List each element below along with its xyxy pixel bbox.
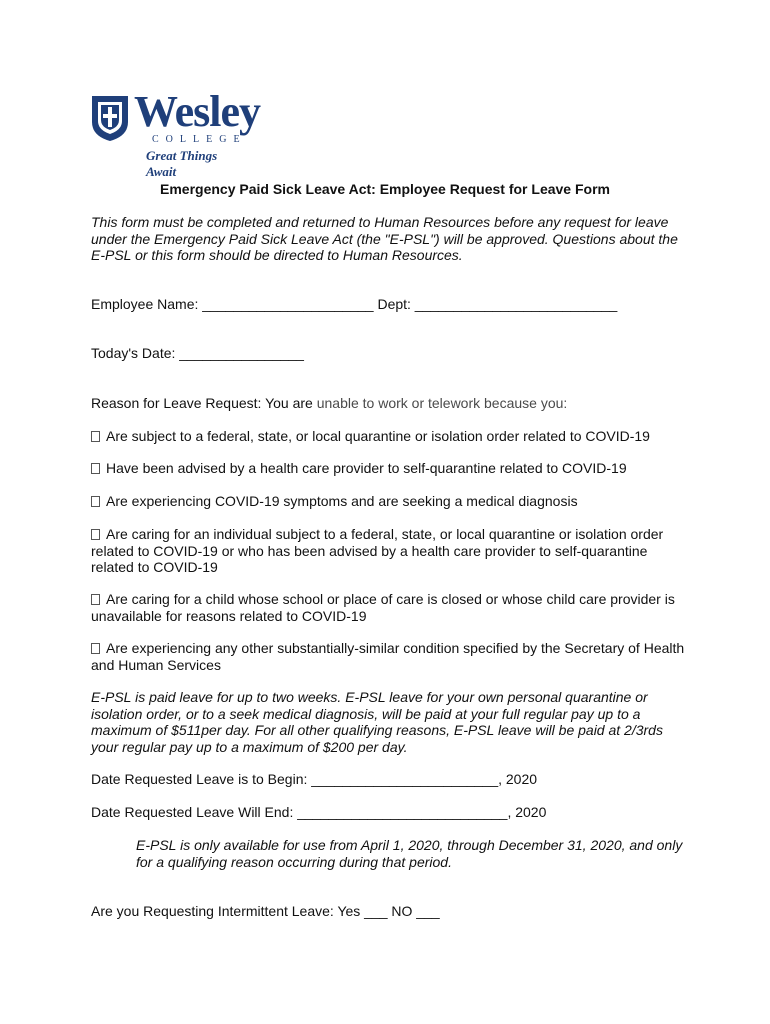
checkbox[interactable] xyxy=(91,431,100,442)
todays-date-field[interactable]: Today's Date: ________________ xyxy=(91,345,304,361)
checkbox[interactable] xyxy=(91,463,100,474)
checkbox[interactable] xyxy=(91,643,100,654)
reason-text: Are caring for a child whose school or place of care is closed or whose child care provider is unavailable for reasons related to COVID-19 xyxy=(91,591,675,624)
reason-text: Are experiencing any other substantially-similar condition specified by the Secretary of Health and Human Services xyxy=(91,640,685,673)
checkbox[interactable] xyxy=(91,529,100,540)
reason-text: Are experiencing COVID-19 symptoms and are seeking a medical diagnosis xyxy=(106,493,578,509)
availability-note: E-PSL is only available for use from April 1, 2020, through December 31, 2020, and only for a qualifying reason occurring during that period. xyxy=(136,837,683,870)
checkbox[interactable] xyxy=(91,496,100,507)
reason-option-6[interactable] xyxy=(91,640,691,673)
reason-option-5[interactable] xyxy=(91,591,691,624)
reason-text: Have been advised by a health care provider to self-quarantine related to COVID-19 xyxy=(106,460,627,476)
reason-option-1[interactable] xyxy=(91,428,691,445)
intermittent-leave-field[interactable]: Are you Requesting Intermittent Leave: Yes ___ NO ___ xyxy=(91,903,440,919)
wesley-college-logo xyxy=(90,87,260,179)
reason-option-4[interactable] xyxy=(91,526,691,576)
logo-name: Wesley xyxy=(134,87,260,136)
reason-text: Are caring for an individual subject to a federal, state, or local quarantine or isolation order related to COVID-19 or who has been advised by a health care provider to self-quarantine related to COVID-19 xyxy=(91,526,664,575)
reason-label xyxy=(91,395,691,412)
reason-option-2[interactable] xyxy=(91,460,691,477)
leave-end-field[interactable]: Date Requested Leave Will End: ___________________________, 2020 xyxy=(91,804,547,820)
employee-name-dept-field[interactable]: Employee Name: ______________________ Dept: __________________________ xyxy=(91,296,618,312)
intro-paragraph: This form must be completed and returned to Human Resources before any request for leave under the Emergency Paid Sick Leave Act (the "E-PSL") will be approved. Questions about the E-PSL or this form should be directed to Human Resources. xyxy=(91,214,678,263)
pay-note: E-PSL is paid leave for up to two weeks. E-PSL leave for your own personal quarantine or isolation order, or to a seek medical diagnosis, will be paid at your full regular pay up to a maximum of $511per day. For all other qualifying reasons, E-PSL leave will be paid at 2/3rds your regular pay up to a maximum of $200 per day. xyxy=(91,689,663,755)
form-title: Emergency Paid Sick Leave Act: Employee Request for Leave Form xyxy=(160,181,610,197)
logo-college-text: COLLEGE xyxy=(152,134,247,145)
reason-label-text: Reason for Leave Request: You are xyxy=(91,395,317,411)
shield-icon xyxy=(90,94,130,142)
reason-option-3[interactable] xyxy=(91,493,691,510)
logo-tagline: Great Things Await xyxy=(146,148,218,179)
leave-begin-field[interactable]: Date Requested Leave is to Begin: ________________________, 2020 xyxy=(91,771,538,787)
reason-text: Are subject to a federal, state, or local quarantine or isolation order related to COVID-19 xyxy=(106,428,650,444)
reason-label-muted: unable to work or telework because you: xyxy=(316,395,568,411)
checkbox[interactable] xyxy=(91,594,100,605)
